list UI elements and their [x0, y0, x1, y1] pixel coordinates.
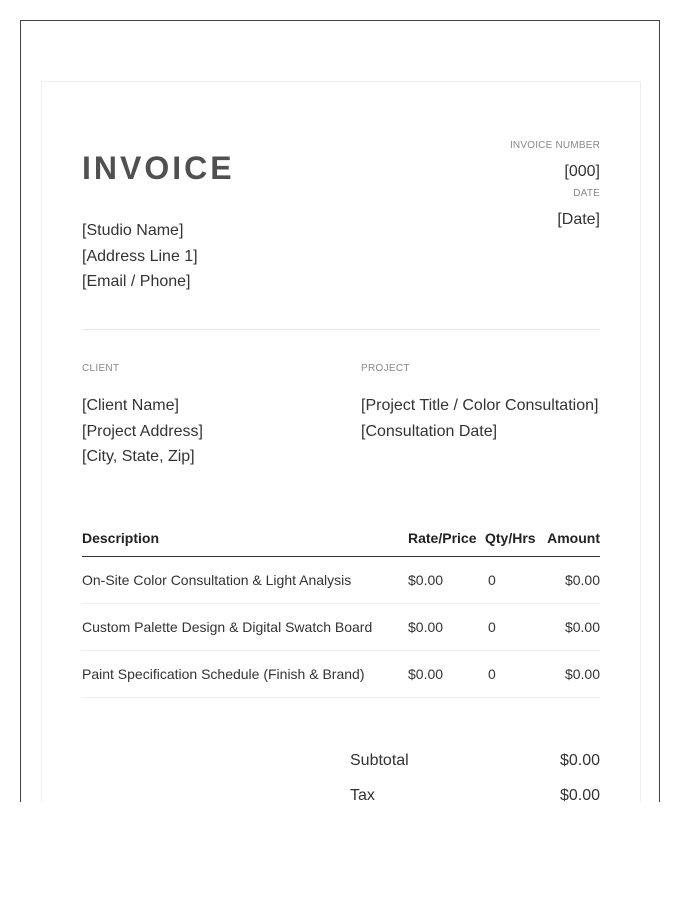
client-city: [City, State, Zip] [82, 448, 195, 465]
project-title: [Project Title / Color Consultation] [361, 397, 599, 414]
subtotal-label: Subtotal [350, 752, 409, 769]
invoice-meta [510, 140, 600, 230]
project-label: PROJECT [361, 363, 410, 374]
invoice-number-label: INVOICE NUMBER [509, 140, 600, 151]
studio-contact: [Email / Phone] [82, 273, 191, 290]
tax-label: Tax [350, 787, 375, 804]
project-info [361, 393, 598, 444]
column-header-qty: Qty/Hrs [485, 530, 542, 557]
row-rate: $0.00 [408, 557, 485, 604]
table-header-row [82, 530, 600, 557]
row-qty: 0 [485, 651, 542, 698]
row-amount: $0.00 [542, 557, 600, 604]
date-label: DATE [573, 188, 600, 199]
invoice-number-value: [000] [564, 163, 600, 180]
row-rate: $0.00 [408, 651, 485, 698]
studio-address: [Address Line 1] [82, 247, 198, 265]
studio-name: [Studio Name] [82, 222, 184, 239]
header-divider [82, 329, 600, 330]
column-header-description: Description [82, 530, 408, 557]
client-info [82, 393, 203, 470]
client-label: CLIENT [82, 363, 120, 374]
row-amount: $0.00 [542, 604, 600, 651]
row-amount: $0.00 [542, 651, 600, 698]
row-qty: 0 [485, 604, 542, 651]
subtotal-row [350, 750, 600, 785]
table-row [82, 557, 600, 604]
date-value: [Date] [557, 211, 600, 228]
invoice-title: INVOICE [82, 150, 235, 186]
client-name: [Client Name] [82, 397, 179, 414]
column-header-amount: Amount [542, 530, 600, 557]
row-qty: 0 [485, 557, 542, 604]
totals-section [350, 750, 600, 820]
table-row [82, 604, 600, 651]
client-address: [Project Address] [82, 422, 203, 440]
table-row [82, 651, 600, 698]
consultation-date: [Consultation Date] [361, 422, 498, 440]
studio-info [82, 218, 198, 295]
row-rate: $0.00 [408, 604, 485, 651]
line-items-table [82, 530, 600, 698]
row-description: Custom Palette Design & Digital Swatch Board [82, 604, 408, 651]
tax-row [350, 785, 600, 820]
subtotal-value: $0.00 [559, 752, 600, 769]
column-header-rate: Rate/Price [408, 530, 485, 557]
row-description: On-Site Color Consultation & Light Analysis [82, 557, 408, 604]
row-description: Paint Specification Schedule (Finish & Brand) [82, 651, 408, 698]
tax-value: $0.00 [559, 787, 600, 804]
